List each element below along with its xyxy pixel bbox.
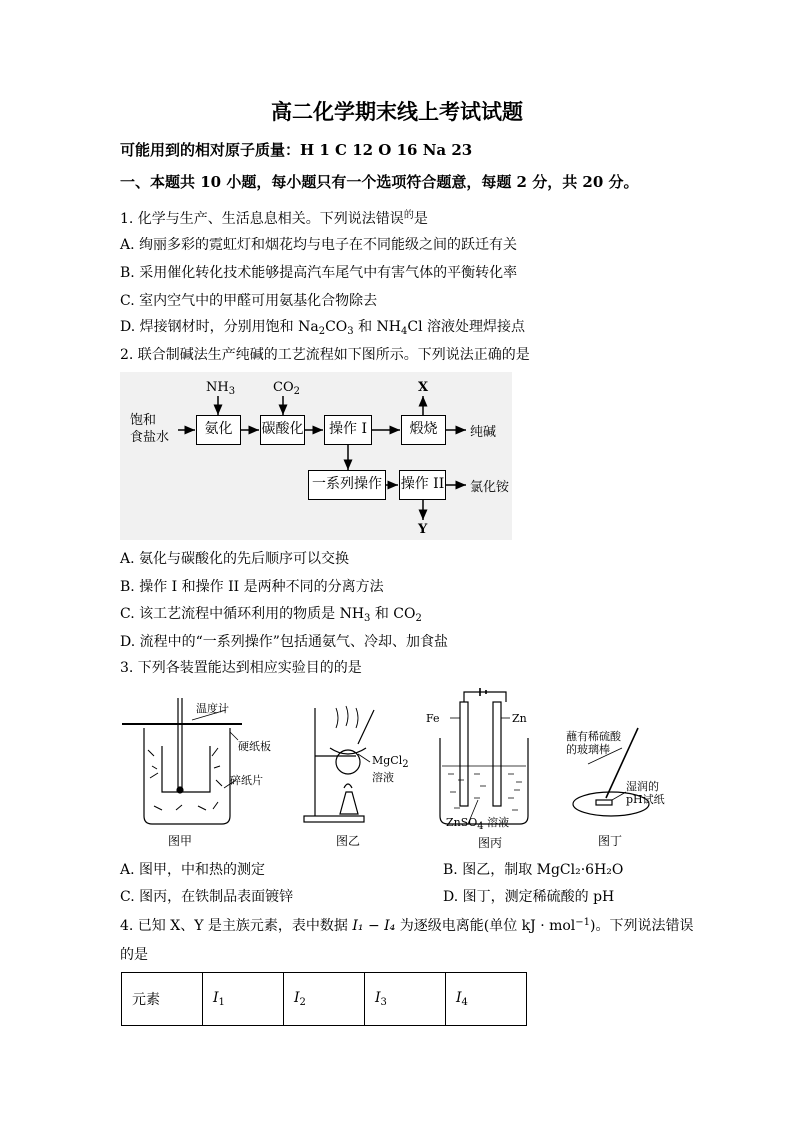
q1-stem: 1. 化学与生产、生活息息相关。下列说法错误$^的$是 (120, 210, 428, 227)
znso4-solution-label: ZnSO$_4$ 溶液 (446, 816, 510, 832)
ionization-energy-table (121, 972, 527, 1026)
apparatus-figures (118, 688, 678, 848)
table-header-i4: $I_4$ (446, 973, 527, 1026)
paper-scraps-label: 碎纸片 (230, 774, 263, 787)
thermometer-label: 温度计 (196, 702, 229, 715)
co2-input-label: $CO_2$ (273, 380, 300, 397)
q3-option-c: C. 图丙，在铁制品表面镀锌 (120, 889, 294, 905)
table-row (122, 973, 527, 1026)
glass-rod-label: 蘸有稀硫酸 的玻璃棒 (566, 730, 621, 756)
table-header-element: 元素 (122, 973, 203, 1026)
input-brine: 饱和 食盐水 (130, 413, 170, 445)
q2-option-d: D. 流程中的“一系列操作”包括通氨气、冷却、加食盐 (120, 634, 448, 650)
flowchart-arrows (120, 372, 512, 540)
q1-option-b: B. 采用催化转化技术能够提高汽车尾气中有害气体的平衡转化率 (120, 265, 518, 281)
cardboard-label: 硬纸板 (238, 740, 271, 753)
output-soda-ash: 纯碱 (470, 425, 497, 440)
zn-electrode-label: Zn (512, 712, 527, 725)
table-header-i1: $I_1$ (203, 973, 284, 1026)
figure-bing-caption: 图丙 (478, 836, 503, 850)
nh3-input-label: $NH_3$ (206, 380, 236, 397)
q3-option-b: B. 图乙，制取 MgCl₂·6H₂O (443, 862, 624, 878)
q1-option-a: A. 绚丽多彩的霓虹灯和烟花均与电子在不同能级之间的跃迁有关 (120, 237, 518, 253)
box-operation-2: 操作 II (399, 470, 446, 500)
fe-electrode-label: Fe (426, 712, 440, 725)
mgcl2-solution-label: MgCl$_2$ 溶液 (372, 754, 409, 784)
q3-option-a: A. 图甲，中和热的测定 (120, 862, 266, 878)
q1-option-c: C. 室内空气中的甲醛可用氨基化合物除去 (120, 293, 378, 309)
output-x-label: X (418, 380, 429, 395)
section-header: 一、本题共 10 小题，每小题只有一个选项符合题意，每题 2 分，共 20 分。 (120, 173, 639, 191)
q4-stem-continued: 的是 (120, 947, 148, 963)
q2-option-c: C. 该工艺流程中循环利用的物质是 $NH_3$ 和 $CO_2$ (120, 606, 422, 624)
figure-ding-caption: 图丁 (598, 834, 623, 848)
q1-option-d: D. 焊接钢材时，分别用饱和 $Na_2CO_3$ 和 $NH_4Cl$ 溶液处理焊接点 (120, 319, 526, 337)
q2-option-a: A. 氨化与碳酸化的先后顺序可以交换 (120, 551, 350, 567)
table-header-i3: $I_3$ (365, 973, 446, 1026)
box-operation-1: 操作 I (324, 415, 372, 445)
output-y-label: Y (418, 522, 428, 537)
figure-yi-caption: 图乙 (336, 834, 361, 848)
atomic-mass-line: 可能用到的相对原子质量：H 1 C 12 O 16 Na 23 (120, 141, 473, 159)
q3-option-d: D. 图丁，测定稀硫酸的 pH (443, 889, 615, 905)
box-carbonation: 碳酸化 (260, 415, 305, 445)
q3-stem: 3. 下列各装置能达到相应实验目的的是 (120, 660, 362, 676)
q2-stem: 2. 联合制碱法生产纯碱的工艺流程如下图所示。下列说法正确的是 (120, 347, 530, 363)
ph-paper-label: 湿润的 pH试纸 (626, 780, 665, 806)
q2-option-b: B. 操作 I 和操作 II 是两种不同的分离方法 (120, 579, 384, 595)
q4-stem: 4. 已知 X、Y 是主族元素，表中数据 I₁ − I₄ 为逐级电离能(单位 kJ · mol$^{-1}$)。下列说法错误 (120, 917, 694, 934)
output-ammonium-chloride: 氯化铵 (470, 480, 510, 495)
box-calcination: 煅烧 (401, 415, 446, 445)
page-title: 高二化学期末线上考试试题 (271, 99, 523, 124)
table-header-i2: $I_2$ (284, 973, 365, 1026)
box-series-operations: 一系列操作 (308, 470, 386, 500)
figure-jia-caption: 图甲 (168, 834, 193, 848)
process-flowchart (120, 372, 512, 540)
box-ammoniation: 氨化 (196, 415, 241, 445)
